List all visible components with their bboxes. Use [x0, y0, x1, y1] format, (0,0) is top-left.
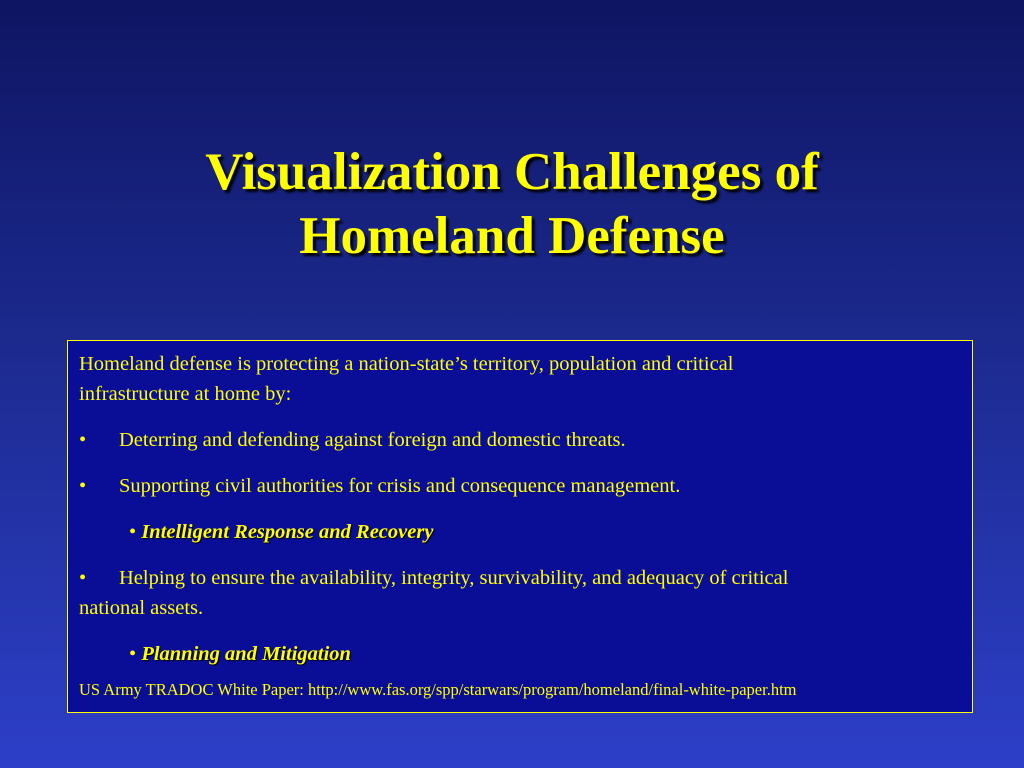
content-box — [67, 340, 973, 713]
slide-title-line-1: Visualization Challenges of — [205, 143, 819, 201]
slide-title — [0, 140, 1024, 268]
sub-bullet-response-text: Intelligent Response and Recovery — [141, 521, 434, 543]
bullet-helping-text-line-1: Helping to ensure the availability, integrity, survivability, and adequacy of critical — [119, 567, 789, 589]
bullet-icon: • — [79, 567, 87, 589]
source-citation: US Army TRADOC White Paper: http://www.fas.org/spp/starwars/program/homeland/final-white-paper.htm — [79, 680, 797, 699]
bullet-deterring-text: Deterring and defending against foreign and domestic threats. — [119, 429, 626, 451]
bullet-icon: • — [79, 475, 87, 497]
bullet-icon: • — [79, 429, 87, 451]
slide-title-line-2: Homeland Defense — [299, 207, 725, 265]
bullet-supporting-text: Supporting civil authorities for crisis and consequence management. — [119, 475, 681, 497]
sub-bullet-planning — [79, 639, 962, 669]
sub-bullet-icon: • — [129, 521, 137, 543]
bullet-deterring — [79, 425, 962, 455]
sub-bullet-response — [79, 517, 962, 547]
sub-bullet-planning-text: Planning and Mitigation — [141, 643, 351, 665]
sub-bullet-icon: • — [129, 643, 137, 665]
bullet-helping-text-line-2: national assets. — [79, 597, 204, 619]
intro-line-2: infrastructure at home by: — [79, 383, 292, 405]
bullet-supporting — [79, 471, 962, 501]
bullet-helping — [79, 563, 962, 623]
intro-paragraph — [79, 349, 962, 409]
intro-line-1: Homeland defense is protecting a nation-state’s territory, population and critical — [79, 353, 734, 375]
